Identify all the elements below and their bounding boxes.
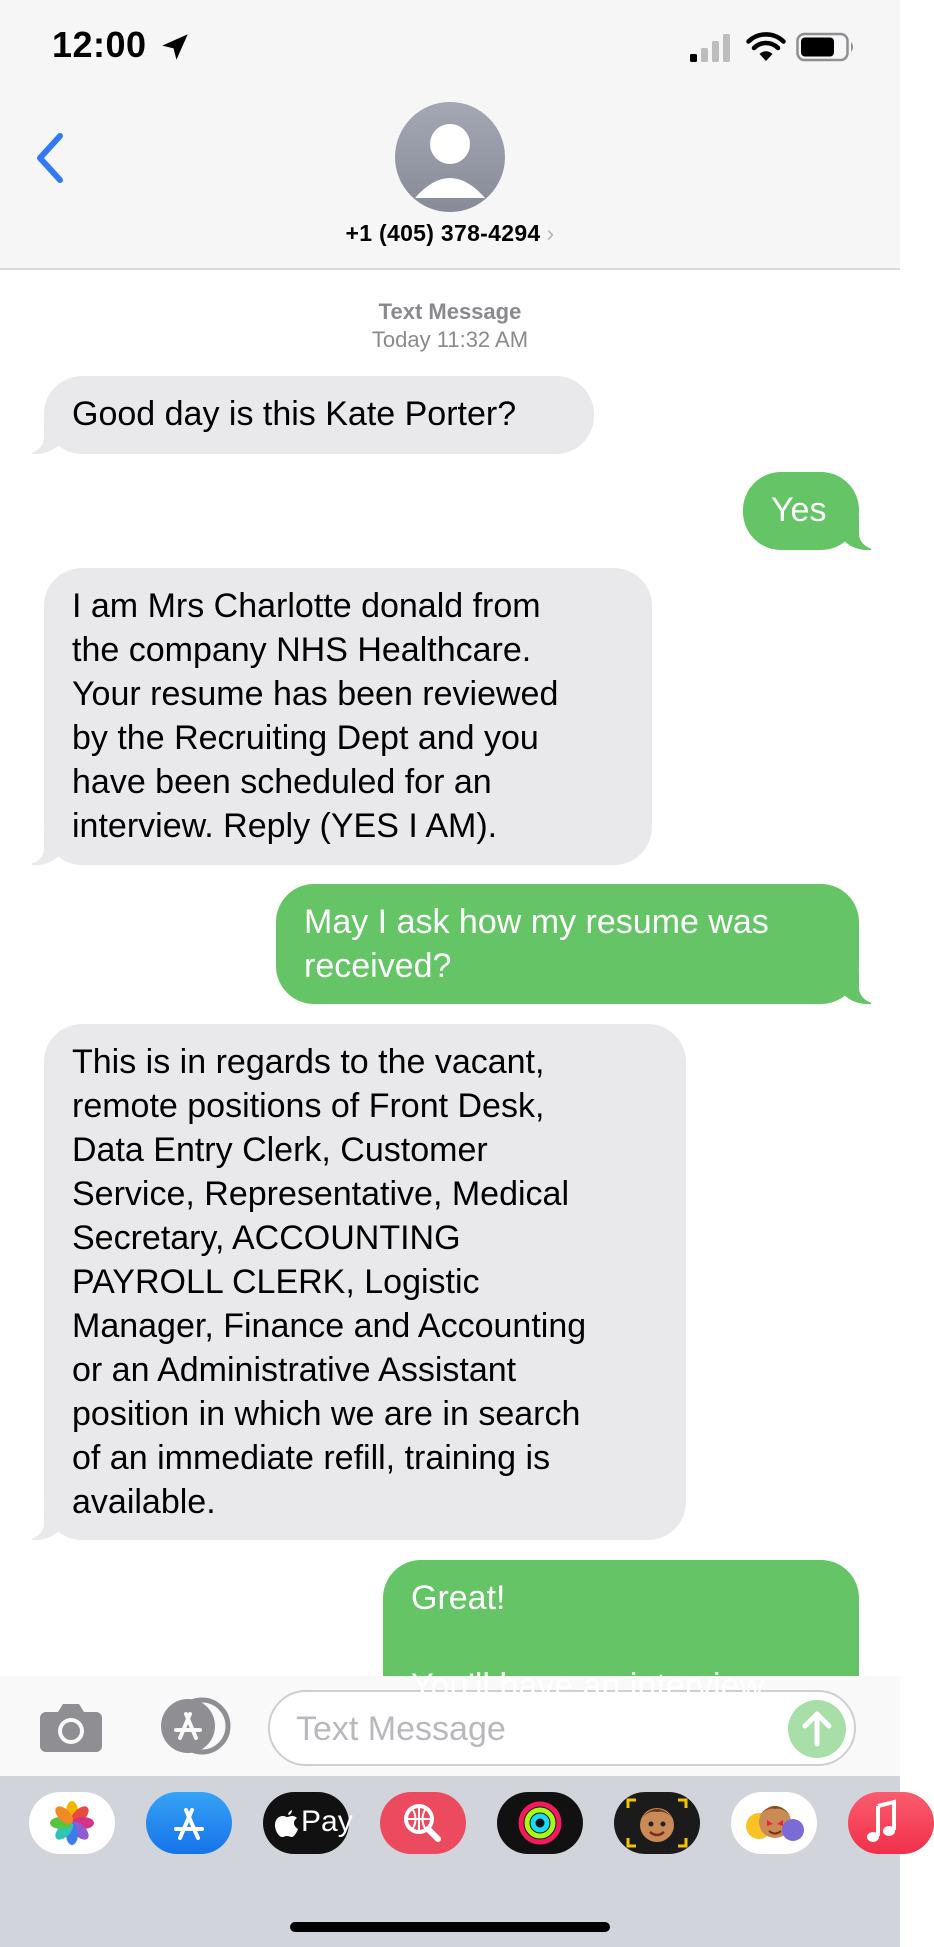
memoji-face-icon [614,1792,700,1854]
message-input[interactable] [296,1704,776,1754]
animoji-stickers-app-icon[interactable] [731,1792,817,1854]
thread-date: Today 11:32 AM [371,327,529,352]
send-button[interactable] [788,1700,846,1758]
globe-magnifier-icon [380,1792,466,1854]
activity-rings-icon [497,1792,583,1854]
message-bubble-incoming[interactable] [44,376,594,454]
back-chevron-icon[interactable] [30,128,74,188]
bubble-tail [32,420,62,454]
battery-icon [796,32,856,62]
person-silhouette-icon [395,102,505,212]
status-time: 12:00 [52,24,147,65]
app-store-apps-icon[interactable] [150,1698,234,1754]
message-text: Yes [771,491,827,529]
music-note-icon [848,1792,934,1854]
app-store-a-icon [146,1792,232,1854]
message-bubble-incoming[interactable] [44,1024,686,1540]
service-label: Text Message [378,299,522,324]
location-arrow-icon [158,30,192,64]
music-app-icon[interactable] [848,1792,934,1854]
emoji-faces-icon [731,1792,817,1854]
activity-app-icon[interactable] [497,1792,583,1854]
wifi-icon [746,32,786,62]
message-thread[interactable] [0,272,900,1705]
camera-icon[interactable] [38,1700,104,1754]
message-bubble-outgoing[interactable] [743,472,859,550]
conversation-header [0,100,900,270]
app-store-app-icon[interactable] [146,1792,232,1854]
memoji-app-icon[interactable] [614,1792,700,1854]
send-arrow-icon [788,1700,846,1758]
bubble-tail [841,970,871,1004]
thread-timestamp [0,298,900,354]
imessage-app-drawer [0,1776,900,1947]
images-search-app-icon[interactable] [380,1792,466,1854]
contact-phone-number: +1 (405) 378-4294 [345,220,541,246]
bubble-tail [841,516,871,550]
bubble-tail [32,831,62,865]
photos-flower-icon [29,1792,115,1854]
chevron-right-icon: › [546,220,555,246]
message-bubble-incoming[interactable] [44,568,652,865]
message-text: May I ask how my resume was received? [304,903,769,985]
apple-pay-label: Pay [301,1805,353,1838]
message-bubble-outgoing[interactable] [276,884,859,1004]
contact-name[interactable] [0,220,900,247]
apple-pay-app-icon[interactable] [263,1792,353,1854]
message-text: I am Mrs Charlotte donald from the company NHS Healthcare. Your resume has been reviewed by the Recruiting Dept and you have been scheduled for an interview. Reply (YES I AM). [72,587,559,845]
status-bar [0,0,900,100]
home-indicator[interactable] [290,1922,610,1932]
message-text: Great! You'll have an interview [411,1579,765,1705]
message-text: This is in regards to the vacant, remote positions of Front Desk, Data Entry Clerk, Customer Service, Representative, Medical Secretary, ACCOUNTING PAYROLL CLERK, Logistic Manager, Finance and Accounting or an Administrative Assistant position in which we are in search of an immediate refill, training is available. [72,1043,587,1521]
photos-app-icon[interactable] [29,1792,115,1854]
message-text: Good day is this Kate Porter? [72,395,517,433]
contact-avatar[interactable] [395,102,505,212]
bubble-tail [32,1506,62,1540]
cellular-signal-icon [690,34,732,62]
